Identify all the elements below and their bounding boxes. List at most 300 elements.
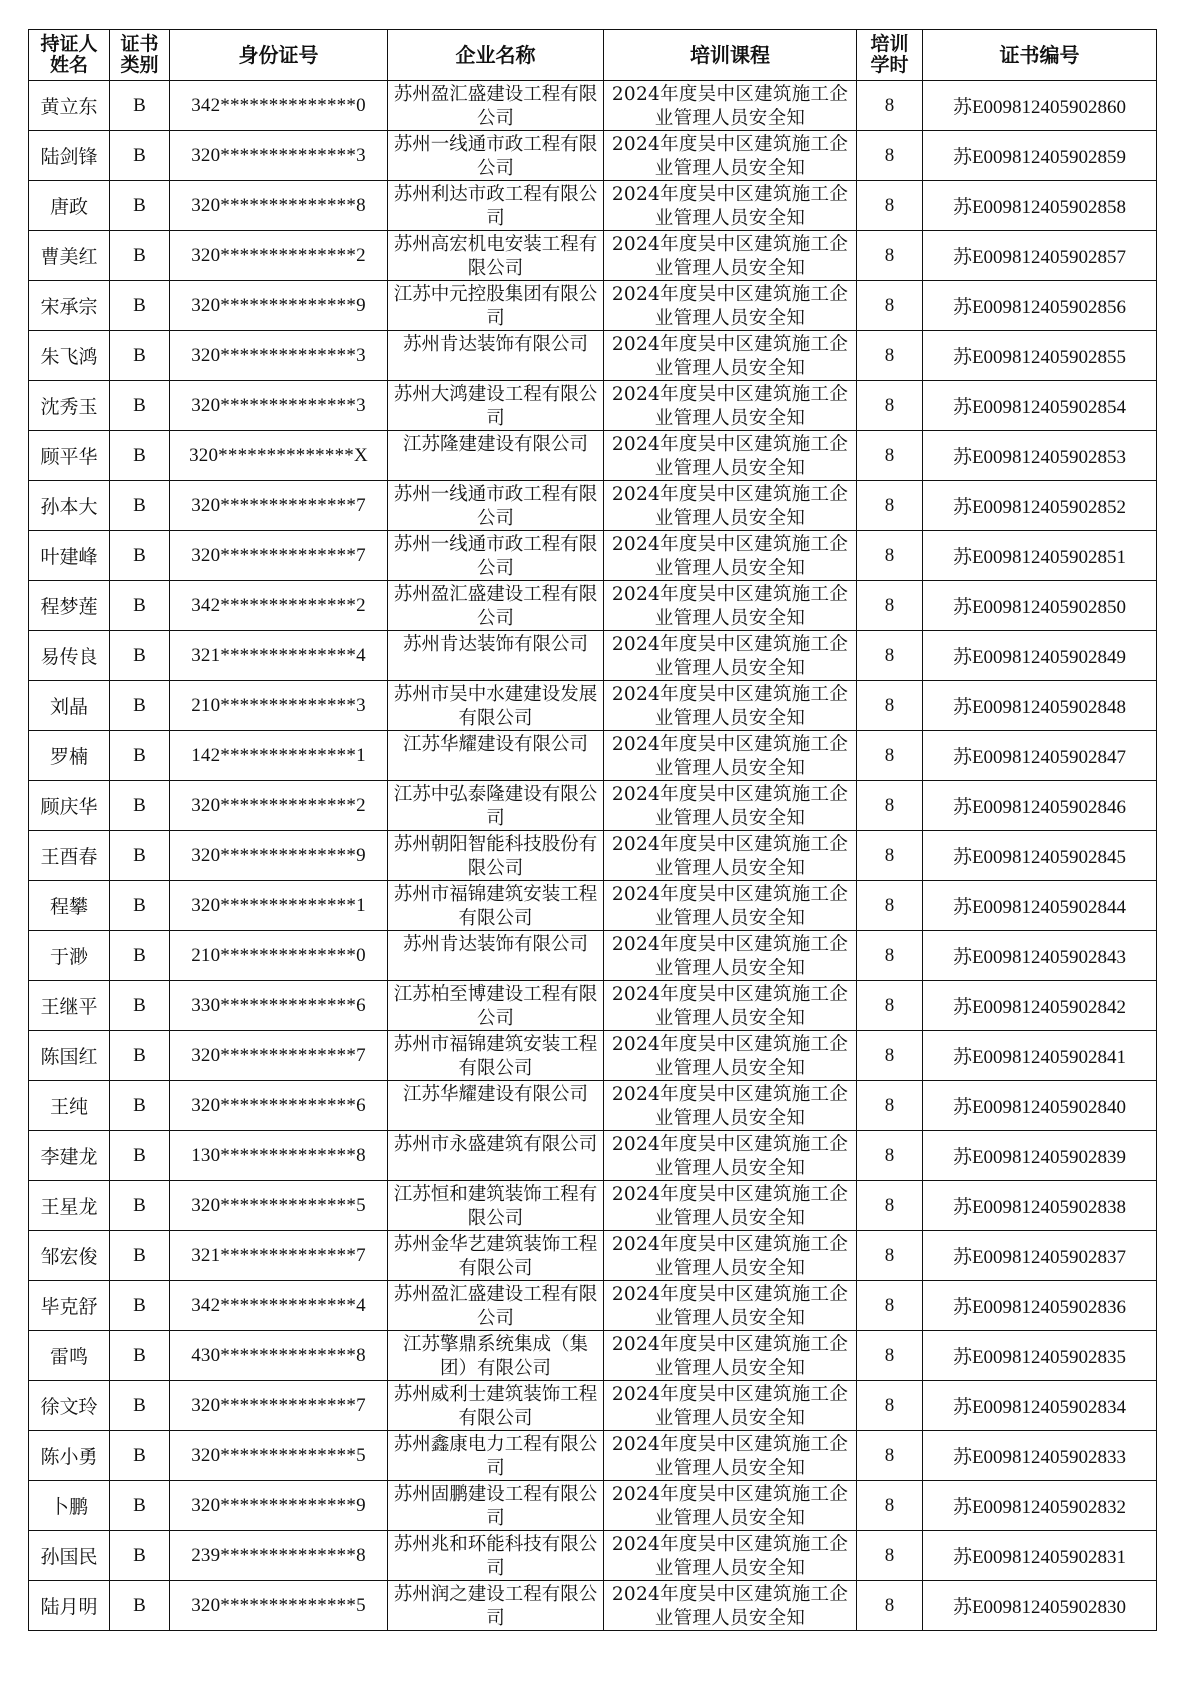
cert-type-cell: B bbox=[110, 631, 170, 681]
cert-number-cell: 苏E009812405902833 bbox=[923, 1431, 1157, 1481]
company-cell bbox=[388, 1481, 604, 1531]
header-holder-name-line1: 持证人 bbox=[40, 33, 98, 55]
course-cell bbox=[604, 131, 857, 181]
cert-number-cell: 苏E009812405902842 bbox=[923, 981, 1157, 1031]
holder-name-cell: 程攀 bbox=[29, 881, 110, 931]
course-cell bbox=[604, 581, 857, 631]
hours-cell: 8 bbox=[857, 881, 923, 931]
holder-name-cell: 沈秀玉 bbox=[29, 381, 110, 431]
table-row bbox=[29, 131, 1157, 181]
holder-name-cell: 孙本大 bbox=[29, 481, 110, 531]
company-text: 苏州一线通市政工程有限公司 bbox=[393, 484, 598, 529]
table-row bbox=[29, 1481, 1157, 1531]
holder-name-cell: 顾庆华 bbox=[29, 781, 110, 831]
holder-name-cell: 陆月明 bbox=[29, 1581, 110, 1631]
id-number-cell: 320**************1 bbox=[170, 881, 388, 931]
company-cell bbox=[388, 1381, 604, 1431]
company-text: 江苏中弘泰隆建设有限公司 bbox=[393, 784, 598, 829]
hours-cell: 8 bbox=[857, 631, 923, 681]
holder-name-cell: 顾平华 bbox=[29, 431, 110, 481]
course-text: 2024年度吴中区建筑施工企业管理人员安全知 bbox=[611, 834, 849, 879]
course-text: 2024年度吴中区建筑施工企业管理人员安全知 bbox=[611, 884, 849, 929]
holder-name-cell: 陈小勇 bbox=[29, 1431, 110, 1481]
course-text: 2024年度吴中区建筑施工企业管理人员安全知 bbox=[611, 384, 849, 429]
course-text: 2024年度吴中区建筑施工企业管理人员安全知 bbox=[611, 684, 849, 729]
company-cell bbox=[388, 231, 604, 281]
cert-type-cell: B bbox=[110, 381, 170, 431]
table-row bbox=[29, 1031, 1157, 1081]
company-cell bbox=[388, 1181, 604, 1231]
company-cell bbox=[388, 1081, 604, 1131]
hours-cell: 8 bbox=[857, 81, 923, 131]
hours-cell: 8 bbox=[857, 281, 923, 331]
course-text: 2024年度吴中区建筑施工企业管理人员安全知 bbox=[611, 1084, 849, 1129]
holder-name-cell: 刘晶 bbox=[29, 681, 110, 731]
id-number-cell: 239**************8 bbox=[170, 1531, 388, 1581]
course-cell bbox=[604, 1181, 857, 1231]
id-number-cell: 320**************2 bbox=[170, 781, 388, 831]
table-row bbox=[29, 531, 1157, 581]
certificate-table bbox=[28, 29, 1157, 1631]
company-text: 苏州市永盛建筑有限公司 bbox=[393, 1134, 598, 1155]
company-cell bbox=[388, 931, 604, 981]
cert-number-cell: 苏E009812405902831 bbox=[923, 1531, 1157, 1581]
table-row bbox=[29, 1581, 1157, 1631]
cert-number-cell: 苏E009812405902853 bbox=[923, 431, 1157, 481]
table-row bbox=[29, 1181, 1157, 1231]
table-row bbox=[29, 831, 1157, 881]
company-text: 江苏华耀建设有限公司 bbox=[402, 734, 588, 755]
id-number-cell: 342**************0 bbox=[170, 81, 388, 131]
company-cell bbox=[388, 531, 604, 581]
holder-name-cell: 李建龙 bbox=[29, 1131, 110, 1181]
table-row bbox=[29, 1281, 1157, 1331]
cert-number-cell: 苏E009812405902844 bbox=[923, 881, 1157, 931]
holder-name-cell: 罗楠 bbox=[29, 731, 110, 781]
company-cell bbox=[388, 631, 604, 681]
hours-cell: 8 bbox=[857, 1081, 923, 1131]
course-cell bbox=[604, 1431, 857, 1481]
table-row bbox=[29, 181, 1157, 231]
cert-type-cell: B bbox=[110, 581, 170, 631]
id-number-cell: 342**************2 bbox=[170, 581, 388, 631]
cert-number-cell: 苏E009812405902851 bbox=[923, 531, 1157, 581]
company-cell bbox=[388, 1431, 604, 1481]
cert-type-cell: B bbox=[110, 1081, 170, 1131]
company-text: 苏州鑫康电力工程有限公司 bbox=[393, 1434, 598, 1479]
course-text: 2024年度吴中区建筑施工企业管理人员安全知 bbox=[611, 634, 849, 679]
company-text: 苏州肯达装饰有限公司 bbox=[402, 934, 588, 955]
id-number-cell: 142**************1 bbox=[170, 731, 388, 781]
cert-type-cell: B bbox=[110, 331, 170, 381]
course-cell bbox=[604, 1281, 857, 1331]
holder-name-cell: 王酉春 bbox=[29, 831, 110, 881]
company-text: 江苏柏至博建设工程有限公司 bbox=[393, 984, 598, 1029]
holder-name-cell: 程梦莲 bbox=[29, 581, 110, 631]
holder-name-cell: 宋承宗 bbox=[29, 281, 110, 331]
company-text: 苏州一线通市政工程有限公司 bbox=[393, 534, 598, 579]
holder-name-cell: 唐政 bbox=[29, 181, 110, 231]
hours-cell: 8 bbox=[857, 331, 923, 381]
holder-name-cell: 叶建峰 bbox=[29, 531, 110, 581]
course-cell bbox=[604, 1231, 857, 1281]
company-cell bbox=[388, 831, 604, 881]
company-cell bbox=[388, 81, 604, 131]
cert-number-cell: 苏E009812405902845 bbox=[923, 831, 1157, 881]
header-cert-type-line1: 证书 bbox=[120, 33, 159, 55]
course-cell bbox=[604, 1331, 857, 1381]
cert-type-cell: B bbox=[110, 1581, 170, 1631]
course-cell bbox=[604, 681, 857, 731]
course-cell bbox=[604, 331, 857, 381]
hours-cell: 8 bbox=[857, 781, 923, 831]
cert-type-cell: B bbox=[110, 681, 170, 731]
company-cell bbox=[388, 431, 604, 481]
cert-number-cell: 苏E009812405902830 bbox=[923, 1581, 1157, 1631]
course-cell bbox=[604, 181, 857, 231]
hours-cell: 8 bbox=[857, 1281, 923, 1331]
course-text: 2024年度吴中区建筑施工企业管理人员安全知 bbox=[611, 134, 849, 179]
course-cell bbox=[604, 381, 857, 431]
course-cell bbox=[604, 1581, 857, 1631]
table-row bbox=[29, 981, 1157, 1031]
cert-type-cell: B bbox=[110, 731, 170, 781]
id-number-cell: 430**************8 bbox=[170, 1331, 388, 1381]
company-text: 江苏隆建建设有限公司 bbox=[402, 434, 588, 455]
holder-name-cell: 于渺 bbox=[29, 931, 110, 981]
id-number-cell: 330**************6 bbox=[170, 981, 388, 1031]
cert-type-cell: B bbox=[110, 181, 170, 231]
header-course: 培训课程 bbox=[604, 30, 857, 81]
holder-name-cell: 王星龙 bbox=[29, 1181, 110, 1231]
table-row bbox=[29, 931, 1157, 981]
company-text: 苏州金华艺建筑装饰工程有限公司 bbox=[393, 1234, 598, 1279]
company-text: 苏州高宏机电安装工程有限公司 bbox=[393, 234, 598, 279]
company-text: 苏州朝阳智能科技股份有限公司 bbox=[393, 834, 598, 879]
holder-name-cell: 雷鸣 bbox=[29, 1331, 110, 1381]
cert-type-cell: B bbox=[110, 531, 170, 581]
company-cell bbox=[388, 131, 604, 181]
table-row bbox=[29, 281, 1157, 331]
course-text: 2024年度吴中区建筑施工企业管理人员安全知 bbox=[611, 1284, 849, 1329]
table-row bbox=[29, 581, 1157, 631]
hours-cell: 8 bbox=[857, 1181, 923, 1231]
course-text: 2024年度吴中区建筑施工企业管理人员安全知 bbox=[611, 984, 849, 1029]
id-number-cell: 320**************X bbox=[170, 431, 388, 481]
course-text: 2024年度吴中区建筑施工企业管理人员安全知 bbox=[611, 84, 849, 129]
id-number-cell: 320**************6 bbox=[170, 1081, 388, 1131]
cert-type-cell: B bbox=[110, 431, 170, 481]
course-cell bbox=[604, 1381, 857, 1431]
table-row bbox=[29, 1531, 1157, 1581]
table-row bbox=[29, 1131, 1157, 1181]
holder-name-cell: 黄立东 bbox=[29, 81, 110, 131]
holder-name-cell: 陆剑锋 bbox=[29, 131, 110, 181]
table-row bbox=[29, 381, 1157, 431]
table-row bbox=[29, 631, 1157, 681]
hours-cell: 8 bbox=[857, 1381, 923, 1431]
cert-type-cell: B bbox=[110, 831, 170, 881]
company-cell bbox=[388, 681, 604, 731]
hours-cell: 8 bbox=[857, 431, 923, 481]
course-text: 2024年度吴中区建筑施工企业管理人员安全知 bbox=[611, 284, 849, 329]
header-cert-type-line2: 类别 bbox=[120, 54, 159, 76]
cert-number-cell: 苏E009812405902857 bbox=[923, 231, 1157, 281]
cert-type-cell: B bbox=[110, 1531, 170, 1581]
company-cell bbox=[388, 581, 604, 631]
id-number-cell: 320**************3 bbox=[170, 331, 388, 381]
course-cell bbox=[604, 1531, 857, 1581]
id-number-cell: 321**************4 bbox=[170, 631, 388, 681]
course-text: 2024年度吴中区建筑施工企业管理人员安全知 bbox=[611, 784, 849, 829]
header-company: 企业名称 bbox=[388, 30, 604, 81]
holder-name-cell: 曹美红 bbox=[29, 231, 110, 281]
hours-cell: 8 bbox=[857, 1531, 923, 1581]
holder-name-cell: 卜鹏 bbox=[29, 1481, 110, 1531]
table-row bbox=[29, 881, 1157, 931]
id-number-cell: 320**************5 bbox=[170, 1181, 388, 1231]
company-text: 苏州盈汇盛建设工程有限公司 bbox=[393, 1284, 598, 1329]
hours-cell: 8 bbox=[857, 1431, 923, 1481]
course-cell bbox=[604, 531, 857, 581]
id-number-cell: 320**************7 bbox=[170, 481, 388, 531]
hours-cell: 8 bbox=[857, 1331, 923, 1381]
course-text: 2024年度吴中区建筑施工企业管理人员安全知 bbox=[611, 734, 849, 779]
hours-cell: 8 bbox=[857, 931, 923, 981]
hours-cell: 8 bbox=[857, 381, 923, 431]
cert-number-cell: 苏E009812405902852 bbox=[923, 481, 1157, 531]
hours-cell: 8 bbox=[857, 581, 923, 631]
company-text: 苏州润之建设工程有限公司 bbox=[393, 1584, 598, 1629]
course-cell bbox=[604, 1131, 857, 1181]
cert-number-cell: 苏E009812405902841 bbox=[923, 1031, 1157, 1081]
course-cell bbox=[604, 81, 857, 131]
id-number-cell: 320**************9 bbox=[170, 281, 388, 331]
id-number-cell: 210**************0 bbox=[170, 931, 388, 981]
holder-name-cell: 毕克舒 bbox=[29, 1281, 110, 1331]
table-row bbox=[29, 81, 1157, 131]
cert-number-cell: 苏E009812405902850 bbox=[923, 581, 1157, 631]
id-number-cell: 320**************5 bbox=[170, 1581, 388, 1631]
cert-number-cell: 苏E009812405902858 bbox=[923, 181, 1157, 231]
company-cell bbox=[388, 1231, 604, 1281]
course-text: 2024年度吴中区建筑施工企业管理人员安全知 bbox=[611, 1234, 849, 1279]
hours-cell: 8 bbox=[857, 1581, 923, 1631]
hours-cell: 8 bbox=[857, 1031, 923, 1081]
course-text: 2024年度吴中区建筑施工企业管理人员安全知 bbox=[611, 1484, 849, 1529]
company-text: 江苏擎鼎系统集成（集团）有限公司 bbox=[402, 1334, 588, 1379]
cert-type-cell: B bbox=[110, 1181, 170, 1231]
header-hours bbox=[857, 30, 923, 81]
cert-type-cell: B bbox=[110, 1281, 170, 1331]
company-text: 苏州盈汇盛建设工程有限公司 bbox=[393, 84, 598, 129]
course-cell bbox=[604, 931, 857, 981]
company-text: 苏州兆和环能科技有限公司 bbox=[393, 1534, 598, 1579]
course-cell bbox=[604, 481, 857, 531]
company-text: 江苏中元控股集团有限公司 bbox=[393, 284, 598, 329]
course-cell bbox=[604, 781, 857, 831]
course-text: 2024年度吴中区建筑施工企业管理人员安全知 bbox=[611, 1034, 849, 1079]
cert-number-cell: 苏E009812405902854 bbox=[923, 381, 1157, 431]
id-number-cell: 130**************8 bbox=[170, 1131, 388, 1181]
hours-cell: 8 bbox=[857, 1231, 923, 1281]
cert-number-cell: 苏E009812405902840 bbox=[923, 1081, 1157, 1131]
table-row bbox=[29, 781, 1157, 831]
course-text: 2024年度吴中区建筑施工企业管理人员安全知 bbox=[611, 1434, 849, 1479]
table-body bbox=[29, 81, 1157, 1631]
table-row bbox=[29, 481, 1157, 531]
certificate-roster-sheet bbox=[28, 29, 1156, 1631]
cert-number-cell: 苏E009812405902839 bbox=[923, 1131, 1157, 1181]
table-row bbox=[29, 431, 1157, 481]
hours-cell: 8 bbox=[857, 1131, 923, 1181]
company-text: 苏州利达市政工程有限公司 bbox=[393, 184, 598, 229]
holder-name-cell: 朱飞鸿 bbox=[29, 331, 110, 381]
cert-type-cell: B bbox=[110, 1381, 170, 1431]
hours-cell: 8 bbox=[857, 831, 923, 881]
course-text: 2024年度吴中区建筑施工企业管理人员安全知 bbox=[611, 1384, 849, 1429]
company-text: 苏州固鹏建设工程有限公司 bbox=[393, 1484, 598, 1529]
cert-type-cell: B bbox=[110, 1131, 170, 1181]
company-text: 苏州大鸿建设工程有限公司 bbox=[393, 384, 598, 429]
header-hours-line2: 学时 bbox=[870, 54, 909, 76]
holder-name-cell: 王纯 bbox=[29, 1081, 110, 1131]
cert-number-cell: 苏E009812405902848 bbox=[923, 681, 1157, 731]
cert-type-cell: B bbox=[110, 1231, 170, 1281]
cert-type-cell: B bbox=[110, 81, 170, 131]
course-text: 2024年度吴中区建筑施工企业管理人员安全知 bbox=[611, 1184, 849, 1229]
hours-cell: 8 bbox=[857, 181, 923, 231]
company-text: 苏州威利士建筑装饰工程有限公司 bbox=[393, 1384, 598, 1429]
table-row bbox=[29, 331, 1157, 381]
table-row bbox=[29, 1081, 1157, 1131]
course-text: 2024年度吴中区建筑施工企业管理人员安全知 bbox=[611, 1134, 849, 1179]
table-row bbox=[29, 1331, 1157, 1381]
id-number-cell: 320**************9 bbox=[170, 831, 388, 881]
table-row bbox=[29, 1431, 1157, 1481]
holder-name-cell: 陈国红 bbox=[29, 1031, 110, 1081]
course-cell bbox=[604, 231, 857, 281]
cert-number-cell: 苏E009812405902843 bbox=[923, 931, 1157, 981]
cert-type-cell: B bbox=[110, 881, 170, 931]
course-text: 2024年度吴中区建筑施工企业管理人员安全知 bbox=[611, 1334, 849, 1379]
company-cell bbox=[388, 1031, 604, 1081]
table-row bbox=[29, 681, 1157, 731]
id-number-cell: 320**************8 bbox=[170, 181, 388, 231]
hours-cell: 8 bbox=[857, 131, 923, 181]
company-cell bbox=[388, 1581, 604, 1631]
table-row bbox=[29, 731, 1157, 781]
cert-type-cell: B bbox=[110, 481, 170, 531]
table-header bbox=[29, 30, 1157, 81]
header-hours-line1: 培训 bbox=[870, 33, 909, 55]
table-row bbox=[29, 1381, 1157, 1431]
course-cell bbox=[604, 1031, 857, 1081]
company-text: 苏州一线通市政工程有限公司 bbox=[393, 134, 598, 179]
cert-number-cell: 苏E009812405902859 bbox=[923, 131, 1157, 181]
course-text: 2024年度吴中区建筑施工企业管理人员安全知 bbox=[611, 1534, 849, 1579]
table-row bbox=[29, 231, 1157, 281]
course-cell bbox=[604, 731, 857, 781]
course-text: 2024年度吴中区建筑施工企业管理人员安全知 bbox=[611, 934, 849, 979]
hours-cell: 8 bbox=[857, 981, 923, 1031]
company-text: 江苏恒和建筑装饰工程有限公司 bbox=[393, 1184, 598, 1229]
company-text: 苏州肯达装饰有限公司 bbox=[402, 334, 588, 355]
holder-name-cell: 王继平 bbox=[29, 981, 110, 1031]
holder-name-cell: 易传良 bbox=[29, 631, 110, 681]
company-cell bbox=[388, 331, 604, 381]
id-number-cell: 320**************5 bbox=[170, 1431, 388, 1481]
cert-type-cell: B bbox=[110, 1031, 170, 1081]
cert-type-cell: B bbox=[110, 781, 170, 831]
header-holder-name-line2: 姓名 bbox=[49, 54, 88, 76]
header-row bbox=[29, 30, 1157, 81]
id-number-cell: 320**************3 bbox=[170, 131, 388, 181]
hours-cell: 8 bbox=[857, 1481, 923, 1531]
holder-name-cell: 邹宏俊 bbox=[29, 1231, 110, 1281]
course-text: 2024年度吴中区建筑施工企业管理人员安全知 bbox=[611, 484, 849, 529]
company-cell bbox=[388, 381, 604, 431]
header-id-number: 身份证号 bbox=[170, 30, 388, 81]
course-cell bbox=[604, 1481, 857, 1531]
id-number-cell: 320**************7 bbox=[170, 531, 388, 581]
company-cell bbox=[388, 1531, 604, 1581]
cert-number-cell: 苏E009812405902835 bbox=[923, 1331, 1157, 1381]
cert-type-cell: B bbox=[110, 131, 170, 181]
id-number-cell: 321**************7 bbox=[170, 1231, 388, 1281]
course-cell bbox=[604, 631, 857, 681]
course-cell bbox=[604, 981, 857, 1031]
company-cell bbox=[388, 281, 604, 331]
cert-type-cell: B bbox=[110, 931, 170, 981]
hours-cell: 8 bbox=[857, 481, 923, 531]
company-cell bbox=[388, 781, 604, 831]
company-cell bbox=[388, 1131, 604, 1181]
course-text: 2024年度吴中区建筑施工企业管理人员安全知 bbox=[611, 584, 849, 629]
header-holder-name bbox=[29, 30, 110, 81]
company-cell bbox=[388, 1331, 604, 1381]
cert-number-cell: 苏E009812405902838 bbox=[923, 1181, 1157, 1231]
cert-type-cell: B bbox=[110, 981, 170, 1031]
cert-type-cell: B bbox=[110, 1431, 170, 1481]
cert-type-cell: B bbox=[110, 1331, 170, 1381]
id-number-cell: 320**************7 bbox=[170, 1031, 388, 1081]
id-number-cell: 320**************3 bbox=[170, 381, 388, 431]
cert-number-cell: 苏E009812405902849 bbox=[923, 631, 1157, 681]
cert-number-cell: 苏E009812405902847 bbox=[923, 731, 1157, 781]
company-text: 苏州盈汇盛建设工程有限公司 bbox=[393, 584, 598, 629]
course-cell bbox=[604, 1081, 857, 1131]
course-cell bbox=[604, 431, 857, 481]
cert-type-cell: B bbox=[110, 1481, 170, 1531]
id-number-cell: 342**************4 bbox=[170, 1281, 388, 1331]
header-cert-type bbox=[110, 30, 170, 81]
company-cell bbox=[388, 731, 604, 781]
hours-cell: 8 bbox=[857, 731, 923, 781]
course-cell bbox=[604, 881, 857, 931]
company-text: 江苏华耀建设有限公司 bbox=[402, 1084, 588, 1105]
company-cell bbox=[388, 181, 604, 231]
hours-cell: 8 bbox=[857, 231, 923, 281]
company-text: 苏州市吴中水建建设发展有限公司 bbox=[393, 684, 598, 729]
cert-type-cell: B bbox=[110, 231, 170, 281]
course-text: 2024年度吴中区建筑施工企业管理人员安全知 bbox=[611, 184, 849, 229]
hours-cell: 8 bbox=[857, 681, 923, 731]
cert-number-cell: 苏E009812405902860 bbox=[923, 81, 1157, 131]
course-cell bbox=[604, 831, 857, 881]
cert-number-cell: 苏E009812405902856 bbox=[923, 281, 1157, 331]
cert-number-cell: 苏E009812405902837 bbox=[923, 1231, 1157, 1281]
